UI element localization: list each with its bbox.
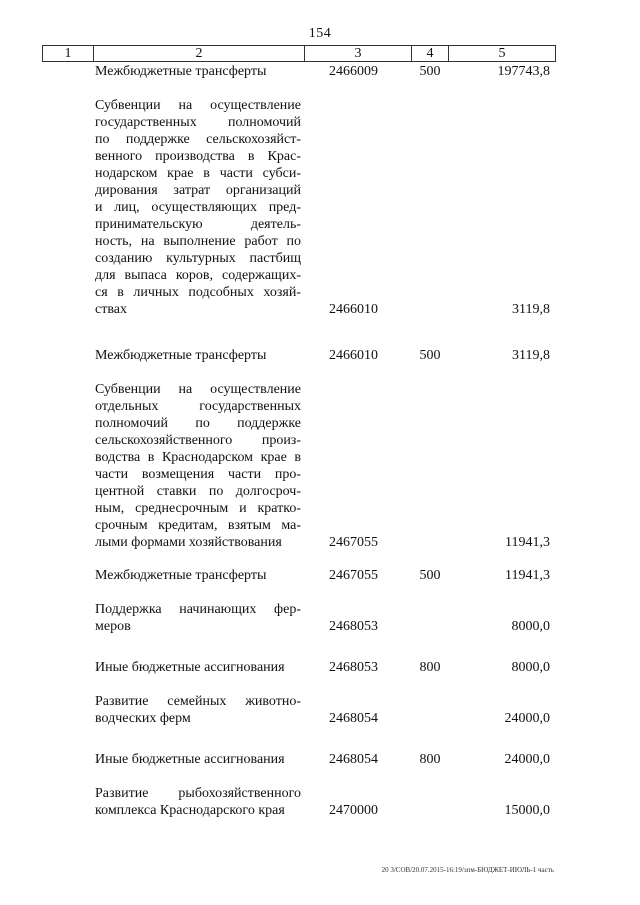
description-line: Развитие семейных животно- [95, 694, 301, 709]
description-line: и лиц, осуществляющих пред- [95, 200, 301, 215]
description-line: принимательскую деятель- [95, 217, 301, 232]
column-header-4: 4 [412, 46, 449, 62]
description-line: части возмещения части про- [95, 467, 301, 482]
description-line: срочным кредитам, взятым ма- [95, 518, 301, 533]
description-line: для выпаса коров, содержащих- [95, 268, 301, 283]
row-amount: 197743,8 [497, 64, 550, 79]
description-line: водческих ферм [95, 711, 191, 726]
row-amount: 11941,3 [505, 568, 550, 583]
row-expense-type: 800 [419, 752, 441, 767]
description-line: ным, среднесрочным и кратко- [95, 501, 301, 516]
description-line: сельскохозяйственного произ- [95, 433, 301, 448]
description-line: Иные бюджетные ассигнования [95, 752, 285, 767]
row-description [95, 347, 301, 364]
column-header-5: 5 [449, 46, 556, 62]
description-line: меров [95, 619, 131, 634]
row-description [95, 659, 301, 676]
description-line: Развитие рыбохозяйственного [95, 786, 301, 801]
row-code: 2470000 [329, 803, 378, 818]
description-line: нодарском крае в части субси- [95, 166, 301, 181]
row-description [95, 601, 301, 635]
row-description [95, 693, 301, 727]
row-amount: 3119,8 [512, 302, 550, 317]
column-header-1: 1 [43, 46, 94, 62]
row-amount: 8000,0 [511, 660, 550, 675]
row-description [95, 567, 301, 584]
description-line: Субвенции на осуществление [95, 382, 301, 397]
description-line: Субвенции на осуществление [95, 98, 301, 113]
page-number: 154 [308, 26, 332, 41]
row-expense-type: 500 [419, 64, 441, 79]
description-line: Поддержка начинающих фер- [95, 602, 301, 617]
row-amount: 8000,0 [511, 619, 550, 634]
column-header-3: 3 [305, 46, 412, 62]
row-code: 2466009 [329, 64, 378, 79]
description-line: Межбюджетные трансферты [95, 348, 267, 363]
row-code: 2468053 [329, 660, 378, 675]
description-line: ствах [95, 302, 127, 317]
row-code: 2468054 [329, 752, 378, 767]
footer-document-id: 20 3/СОВ/20.07.2015-16:19/зпм-БЮДЖЕТ-ИЮЛЬ-1 часть [381, 866, 554, 874]
row-code: 2466010 [329, 348, 378, 363]
row-expense-type: 500 [419, 568, 441, 583]
description-line: государственных полномочий [95, 115, 301, 130]
description-line: водства в Краснодарском крае в [95, 450, 301, 465]
row-description [95, 63, 301, 80]
row-amount: 24000,0 [504, 711, 550, 726]
row-code: 2468053 [329, 619, 378, 634]
description-line: Межбюджетные трансферты [95, 568, 267, 583]
row-amount: 3119,8 [512, 348, 550, 363]
description-line: Межбюджетные трансферты [95, 64, 267, 79]
description-line: созданию культурных пастбищ [95, 251, 301, 266]
row-expense-type: 800 [419, 660, 441, 675]
column-header-2: 2 [94, 46, 305, 62]
description-line: ность, на выполнение работ по [95, 234, 301, 249]
row-description [95, 785, 301, 819]
row-amount: 15000,0 [504, 803, 550, 818]
column-header-row [42, 45, 556, 62]
description-line: венного производства в Крас- [95, 149, 301, 164]
row-code: 2468054 [329, 711, 378, 726]
row-code: 2467055 [329, 568, 378, 583]
row-amount: 24000,0 [504, 752, 550, 767]
row-description [95, 381, 301, 551]
row-description [95, 751, 301, 768]
description-line: ся в личных подсобных хозяй- [95, 285, 301, 300]
description-line: дирования затрат организаций [95, 183, 301, 198]
description-line: Иные бюджетные ассигнования [95, 660, 285, 675]
row-code: 2467055 [329, 535, 378, 550]
row-expense-type: 500 [419, 348, 441, 363]
description-line: лыми формами хозяйствования [95, 535, 282, 550]
description-line: центной ставки по долгосроч- [95, 484, 301, 499]
description-line: отдельных государственных [95, 399, 301, 414]
row-description [95, 97, 301, 318]
description-line: полномочий по поддержке [95, 416, 301, 431]
description-line: по поддержке сельскохозяйст- [95, 132, 301, 147]
row-code: 2466010 [329, 302, 378, 317]
row-amount: 11941,3 [505, 535, 550, 550]
description-line: комплекса Краснодарского края [95, 803, 285, 818]
